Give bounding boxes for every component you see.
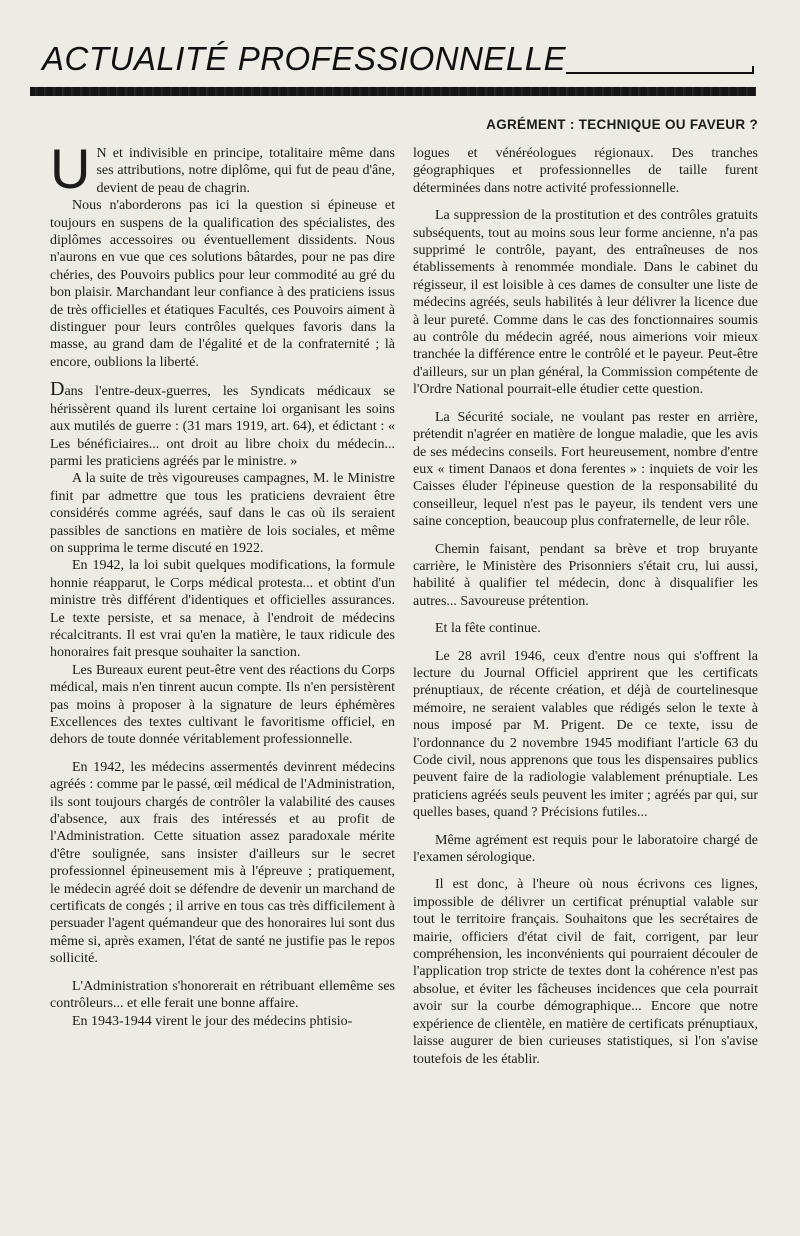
- page-header: [30, 40, 760, 100]
- paragraph: En 1942, la loi subit quelques modifications, la formule honnie réapparut, le Corps médical protesta... et obtint d'un ministre très différent d'identiques et officielles assurances. Le texte persiste, et sa menace, à l'endroit de médecins récalcitrants. Il est vrai qu'en la matière, le taux ridicule des honoraires fait presque souhaiter la sanction.: [50, 558, 395, 661]
- paragraph: La Sécurité sociale, ne voulant pas rester en arrière, prétendit n'agréer en matière de longue maladie, que les avis de ses médecins conseils. Fort heureusement, nombre d'entre eux « timent Danaos et dona ferentes » : inquiets de voir les Caisses éluder l'épineuse question de la responsabilité du conseilleur, lequel n'est pas le payeur, ils tendent vers une saine conception, beaucoup plus confraternelle, de leur rôle.: [413, 409, 758, 530]
- paragraph: Chemin faisant, pendant sa brève et trop bruyante carrière, le Ministère des Prisonniers s'était cru, lui aussi, habilité à qualifier tel médecin, donc à disqualifier les autres... Savoureuse prétention.: [413, 541, 758, 609]
- paragraph: La suppression de la prostitution et des contrôles gratuits subséquents, tout au moins sous leur forme ancienne, n'a pas supprimé le contrôle, payant, des entraîneuses de nos établissements à renommée mondiale. Dans le cabinet du régisseur, il est loisible à ces dames de consulter une liste de médecins agréés, seuls habilités à leur délivrer la licence due à leur pureté. Comme dans le cas des fonctionnaires soumis au contrôle du médecin agréé, nous aimerions voir mieux tranchée la différence entre le contrôlé et le payeur. Peut-être d'ailleurs, sur un plan général, la Commission compétente de l'Ordre National pourrait-elle étudier cette question.: [413, 208, 758, 398]
- page-title: ACTUALITÉ PROFESSIONNELLE: [42, 40, 567, 77]
- paragraph: Et la fête continue.: [435, 621, 541, 637]
- header-bar: [30, 87, 756, 96]
- paragraph: Les Bureaux eurent peut-être vent des réactions du Corps médical, mais n'en tinrent aucun compte. Ils n'en persistèrent pas moins à proposer à la signature de leurs éphémères Excellences des textes cultivant le favoritisme officiel, en dehors de toute donnée véritablement professionnelle.: [50, 662, 395, 748]
- paragraph: L'Administration s'honorerait en rétribuant ellemême ses contrôleurs... et elle ferait une bonne affaire.: [50, 978, 395, 1012]
- paragraph: logues et vénéréologues régionaux. Des tranches géographiques et professionnelles de taille furent déterminées dans notre activité professionnelle.: [413, 146, 758, 196]
- article-title: AGRÉMENT : TECHNIQUE OU FAVEUR ?: [486, 117, 758, 132]
- paragraph: Le 28 avril 1946, ceux d'entre nous qui s'offrent la lecture du Journal Officiel apprirent que les certificats prénuptiaux, de récente création, et déjà de courtelinesque mémoire, ne seraient valables que rédigés selon le texte à nous imposé par M. Prigent. De ce texte, issu de l'ordonnance du 2 novembre 1945 modifiant l'article 63 du Code civil, nous apprenons que tous les dispensaires publics peuvent faire de la radiologie valablement prénuptiale. Les praticiens agréés seuls peuvent les imiter ; agréés par qui, sur quelles bases, quand ? Précisions futiles...: [413, 648, 758, 821]
- paragraph: A la suite de très vigoureuses campagnes, M. le Ministre finit par admettre que tous les praticiens devraient être considérés comme agréés, sauf dans le cas où ils seraient passibles de sanctions en matière de lois sociales, et même on supprima le terme discuté en 1922.: [50, 471, 395, 556]
- paragraph: [50, 378, 395, 470]
- paragraph: [50, 137, 395, 200]
- drop-cap: U: [50, 137, 91, 200]
- header-rule: [566, 72, 754, 74]
- paragraph: Nous n'aborderons pas ici la question si épineuse et toujours en suspens de la qualification des spécialistes, des diplômes accessoires ou éventuellement dissidents. Nous n'aurons en vue que ces solutions bâtardes, pour ne pas dire chéries, des Pouvoirs publics pour leur commodité au gré du bon plaisir. Marchandant leur confiance à des praticiens issus de très officielles et étatiques Facultés, ces Pouvoirs aiment à distinguer pour leurs contrôles quelques favoris dans la masse, au grand dam de l'égalité et de la confraternité ; là encore, oublions la liberté.: [50, 198, 395, 370]
- header-rule-tick: [752, 66, 754, 74]
- paragraph: En 1942, les médecins assermentés devinrent médecins agréés : comme par le passé, œil médical de l'Administration, ils sont toujours chargés de contrôler la valabilité des causes d'absence, aux frais des intéressés et au profit de l'Administration. Cette situation assez paradoxale mérite d'être soulignée, sans insister d'ailleurs sur le secret professionnel épineusement mis à l'épreuve ; pratiquement, le médecin agréé doit se défendre de devenir un marchand de certificats de congés ; il arrive en tous cas très difficilement à persuader l'agent quémandeur que des honoraires lui sont dus même si, après examen, l'état de santé ne justifie pas le repos sollicité.: [50, 759, 395, 967]
- left-column: [50, 137, 395, 1030]
- paragraph-text: ans l'entre-deux-guerres, les Syndicats médicaux se hérissèrent quand ils lurent certaine loi organisant les soins aux mutilés de guerre : (31 mars 1919, art. 64), et édictant : « Les bénéficiaires... ont droit au libre choix du médecin... parmi les praticiens agréés par le ministre. »: [50, 384, 395, 469]
- paragraph: En 1943-1944 virent le jour des médecins phtisio-: [72, 1013, 353, 1029]
- right-column: [413, 145, 758, 1068]
- initial-letter: D: [50, 378, 65, 401]
- paragraph: Même agrément est requis pour le laboratoire chargé de l'examen sérologique.: [413, 832, 758, 866]
- paragraph: Il est donc, à l'heure où nous écrivons ces lignes, impossible de délivrer un certificat prénuptial valable sur tout le territoire français. Souhaitons que les secrétaires de mairie, officiers d'état civil de fait, corrigent, par leur compréhension, les inconvénients qui pourraient découler de l'application trop stricte de textes dont la cohérence n'est pas absolue, et éviter les fâcheuses incidences que cela pourrait avoir sur la courbe démographique... Encore que notre expérience de clientèle, en matière de certificats prénuptiaux, laisse augurer de bien curieuses statistiques, si l'on s'avise toutefois de les établir.: [413, 877, 758, 1067]
- paragraph-text: N et indivisible en principe, totalitaire même dans ses attributions, notre diplôme, qui fut de peau d'âne, devient de peau de chagrin.: [96, 146, 395, 196]
